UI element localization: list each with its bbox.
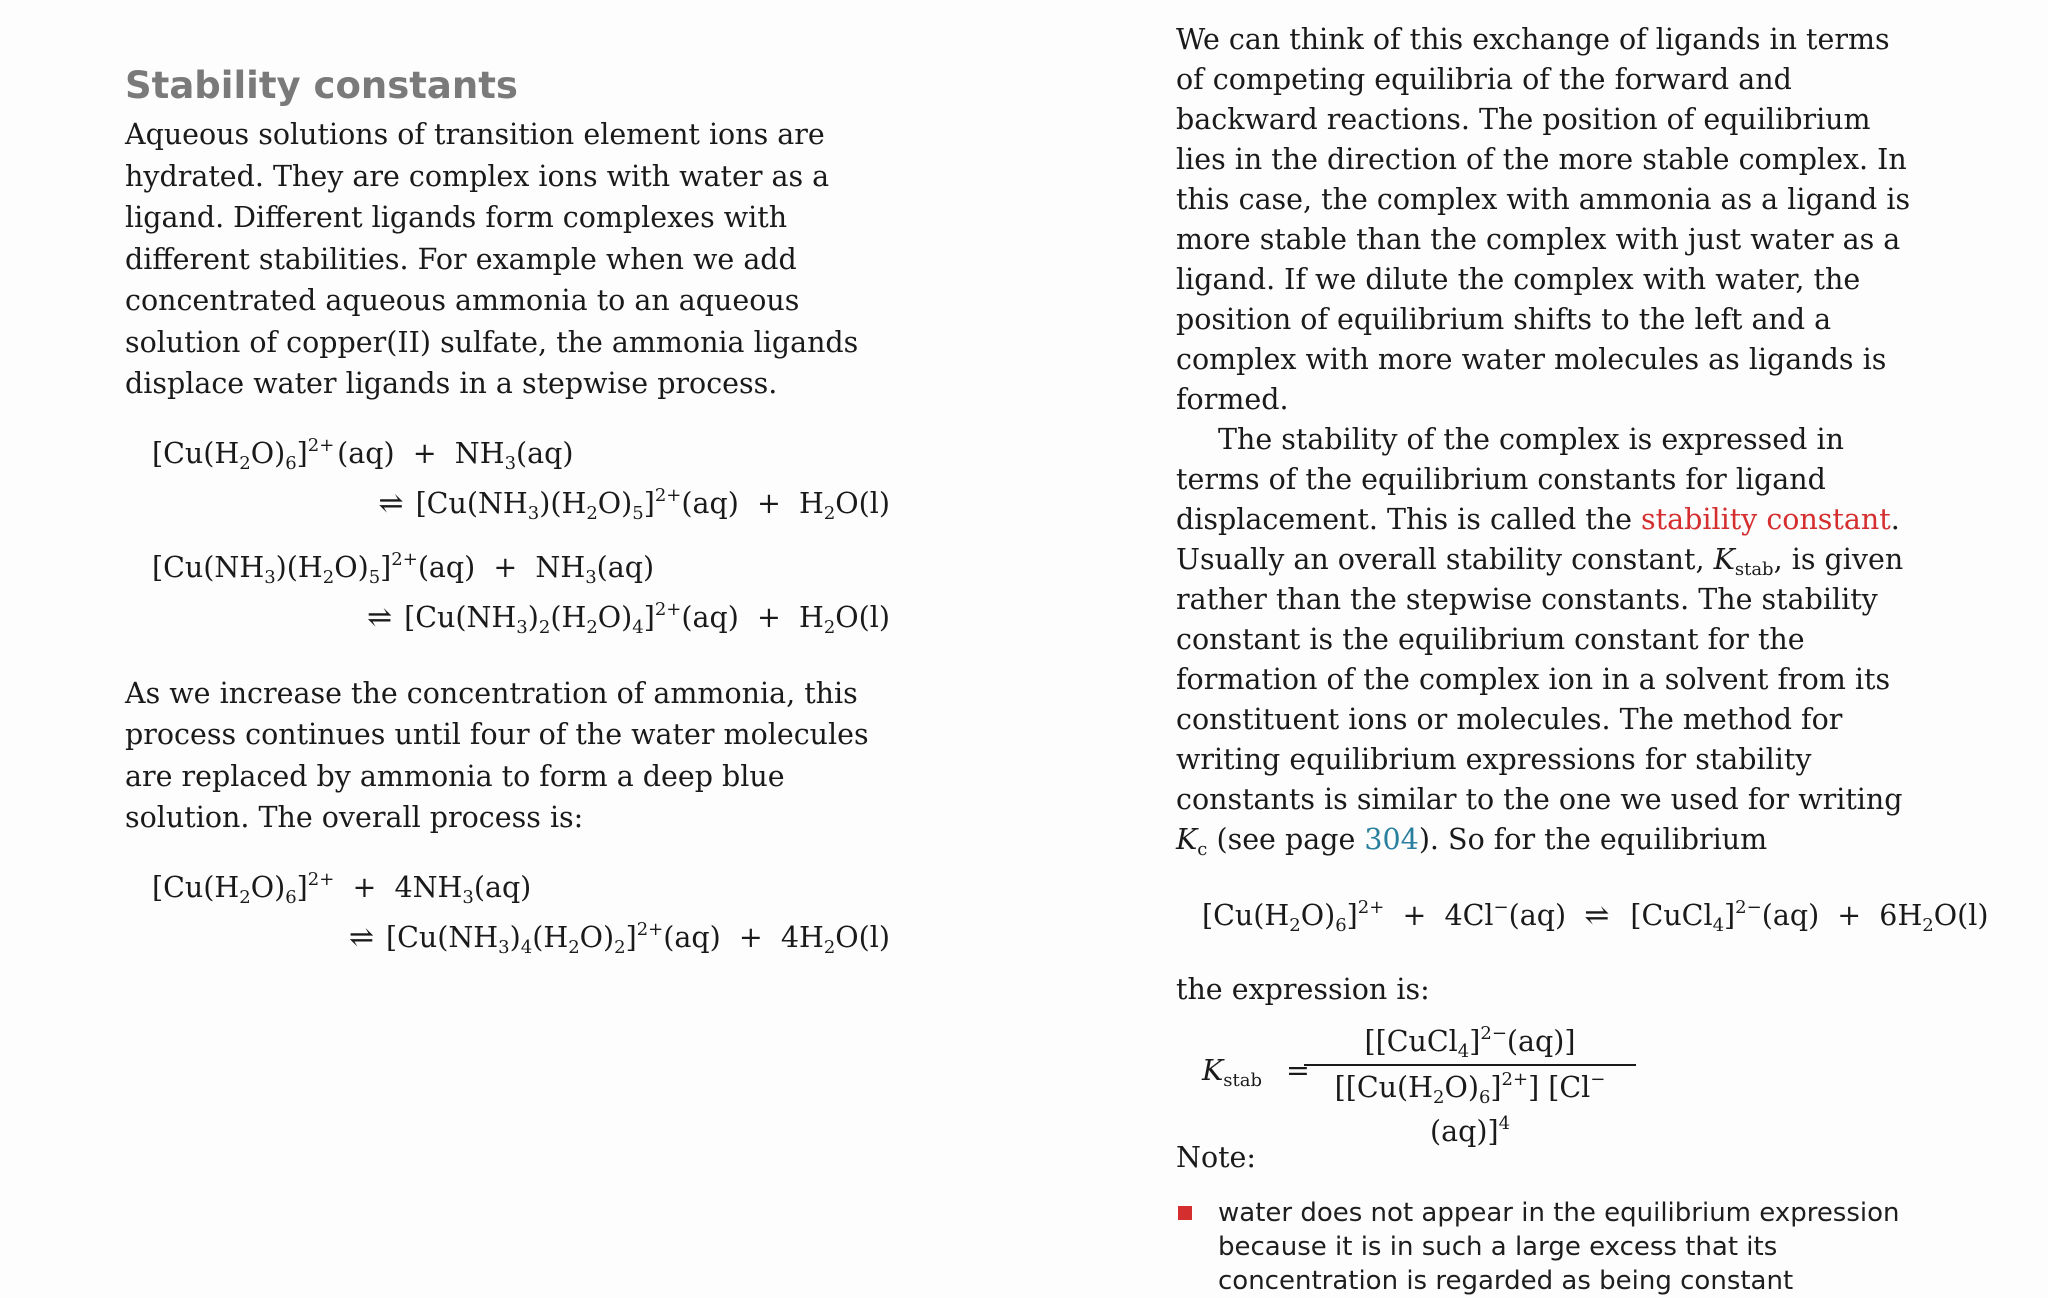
exchange-paragraph: We can think of this exchange of ligands in terms of competing equilibria of the forward and backward reactions. The position of equilibrium lies in the direction of the more stable complex. In this case, the complex with ammonia as a ligand is more stable than the complex with just water as a ligand. If we dilute the complex with water, the position of equilibrium shifts to the left and a complex with more water molecules as ligands is formed. [1176, 23, 1911, 416]
bullet-square-icon [1178, 1206, 1192, 1220]
equilibrium-arrow-icon: ⇌ [366, 599, 393, 635]
equilibrium-arrow-icon: ⇌ [378, 485, 404, 521]
stability-constant-term: stability constant [1641, 503, 1891, 536]
left-page [0, 0, 1024, 1152]
note-label: Note: [1176, 1141, 1257, 1174]
stability-paragraph: The stability of the complex is expressed in terms of the equilibrium constants for ligand displacement. This is called the stability constant. Usually an overall stability constant, $K_{stab}$, is given rather than the stepwise constants. The stability constant is the equilibrium constant for the formation of the complex ion in a solvent from its constituent ions or molecules. The method for writing equilibrium expressions for stability constants is similar to the one we used for writing $K_c$ (see page 304). So for the equilibrium [1176, 423, 1904, 860]
section-heading: Stability constants [125, 64, 518, 107]
right-page [1024, 0, 2048, 1296]
note-bullet-item: water does not appear in the equilibrium expression because it is in such a large excess that its concentration is regarded as being constant [1176, 1196, 1916, 1298]
equation-step-2: $[Cu(NH_3)(H_2O)_5]^{2+}(aq) + NH_3(aq)$ ⇌ $[Cu(NH_3)_2(H_2O)_4]^{2+}(aq) + H_2O(l)$ [125, 543, 910, 643]
kstab-fraction [1304, 1020, 1636, 1148]
kstab-symbol: $K_{stab}$ [1202, 1054, 1263, 1091]
equilibrium-arrow-icon: ⇌ [348, 919, 374, 955]
right-column [1176, 20, 1989, 1298]
page-reference-link[interactable]: 304 [1364, 823, 1419, 856]
equation-step-1: $[Cu(H_2O)_6]^{2+}$ $(aq) + NH_3(aq)$ ⇌ $[Cu(NH_3)(H_2O)_5]^{2+}(aq) + H_2O(l)$ [125, 429, 910, 529]
equation-overall: $[Cu(H_2O)_6]^{2+} + 4NH_3(aq)$ ⇌ $[Cu(NH_3)_4(H_2O)_2]^{2+}(aq) + 4H_2O(l)$ [125, 863, 910, 963]
kstab-expression: $K_{stab}$ = [[CuCl$_4$]$^{2-}$(aq)] $[[Cu(H_2O)_6]^{2+}]$ $[Cl^-(aq)]^4$ [1176, 1020, 1916, 1130]
continuation-paragraph: As we increase the concentration of ammonia, this process continues until four of the water molecules are replaced by ammonia to form a deep blue solution. The overall process is: [125, 676, 869, 834]
fraction-denominator: $[[Cu(H_2O)_6]^{2+}]$ $[Cl^-(aq)]^4$ [1334, 1069, 1606, 1148]
intro-paragraph: Aqueous solutions of transition element ions are hydrated. They are complex ions with water as a ligand. Different ligands form complexes with different stabilities. For example when we add concentrated aqueous ammonia to an aqueous solution of copper(II) sulfate, the ammonia ligands displace water ligands in a stepwise process. [125, 118, 859, 400]
equilibrium-arrow-icon: ⇌ [1584, 898, 1610, 933]
left-column [125, 58, 910, 963]
expression-intro: the expression is: [1176, 973, 1430, 1006]
equation-chloride: $[Cu(H_2O)_6]^{2+} + 4Cl^-(aq)$ ⇌ [CuCl$_4$]$^{2-}$(aq) + $6H_2O(l)$ [1202, 897, 1989, 936]
fraction-numerator: [[CuCl$_4$]$^{2-}$(aq)] [1304, 1020, 1636, 1066]
